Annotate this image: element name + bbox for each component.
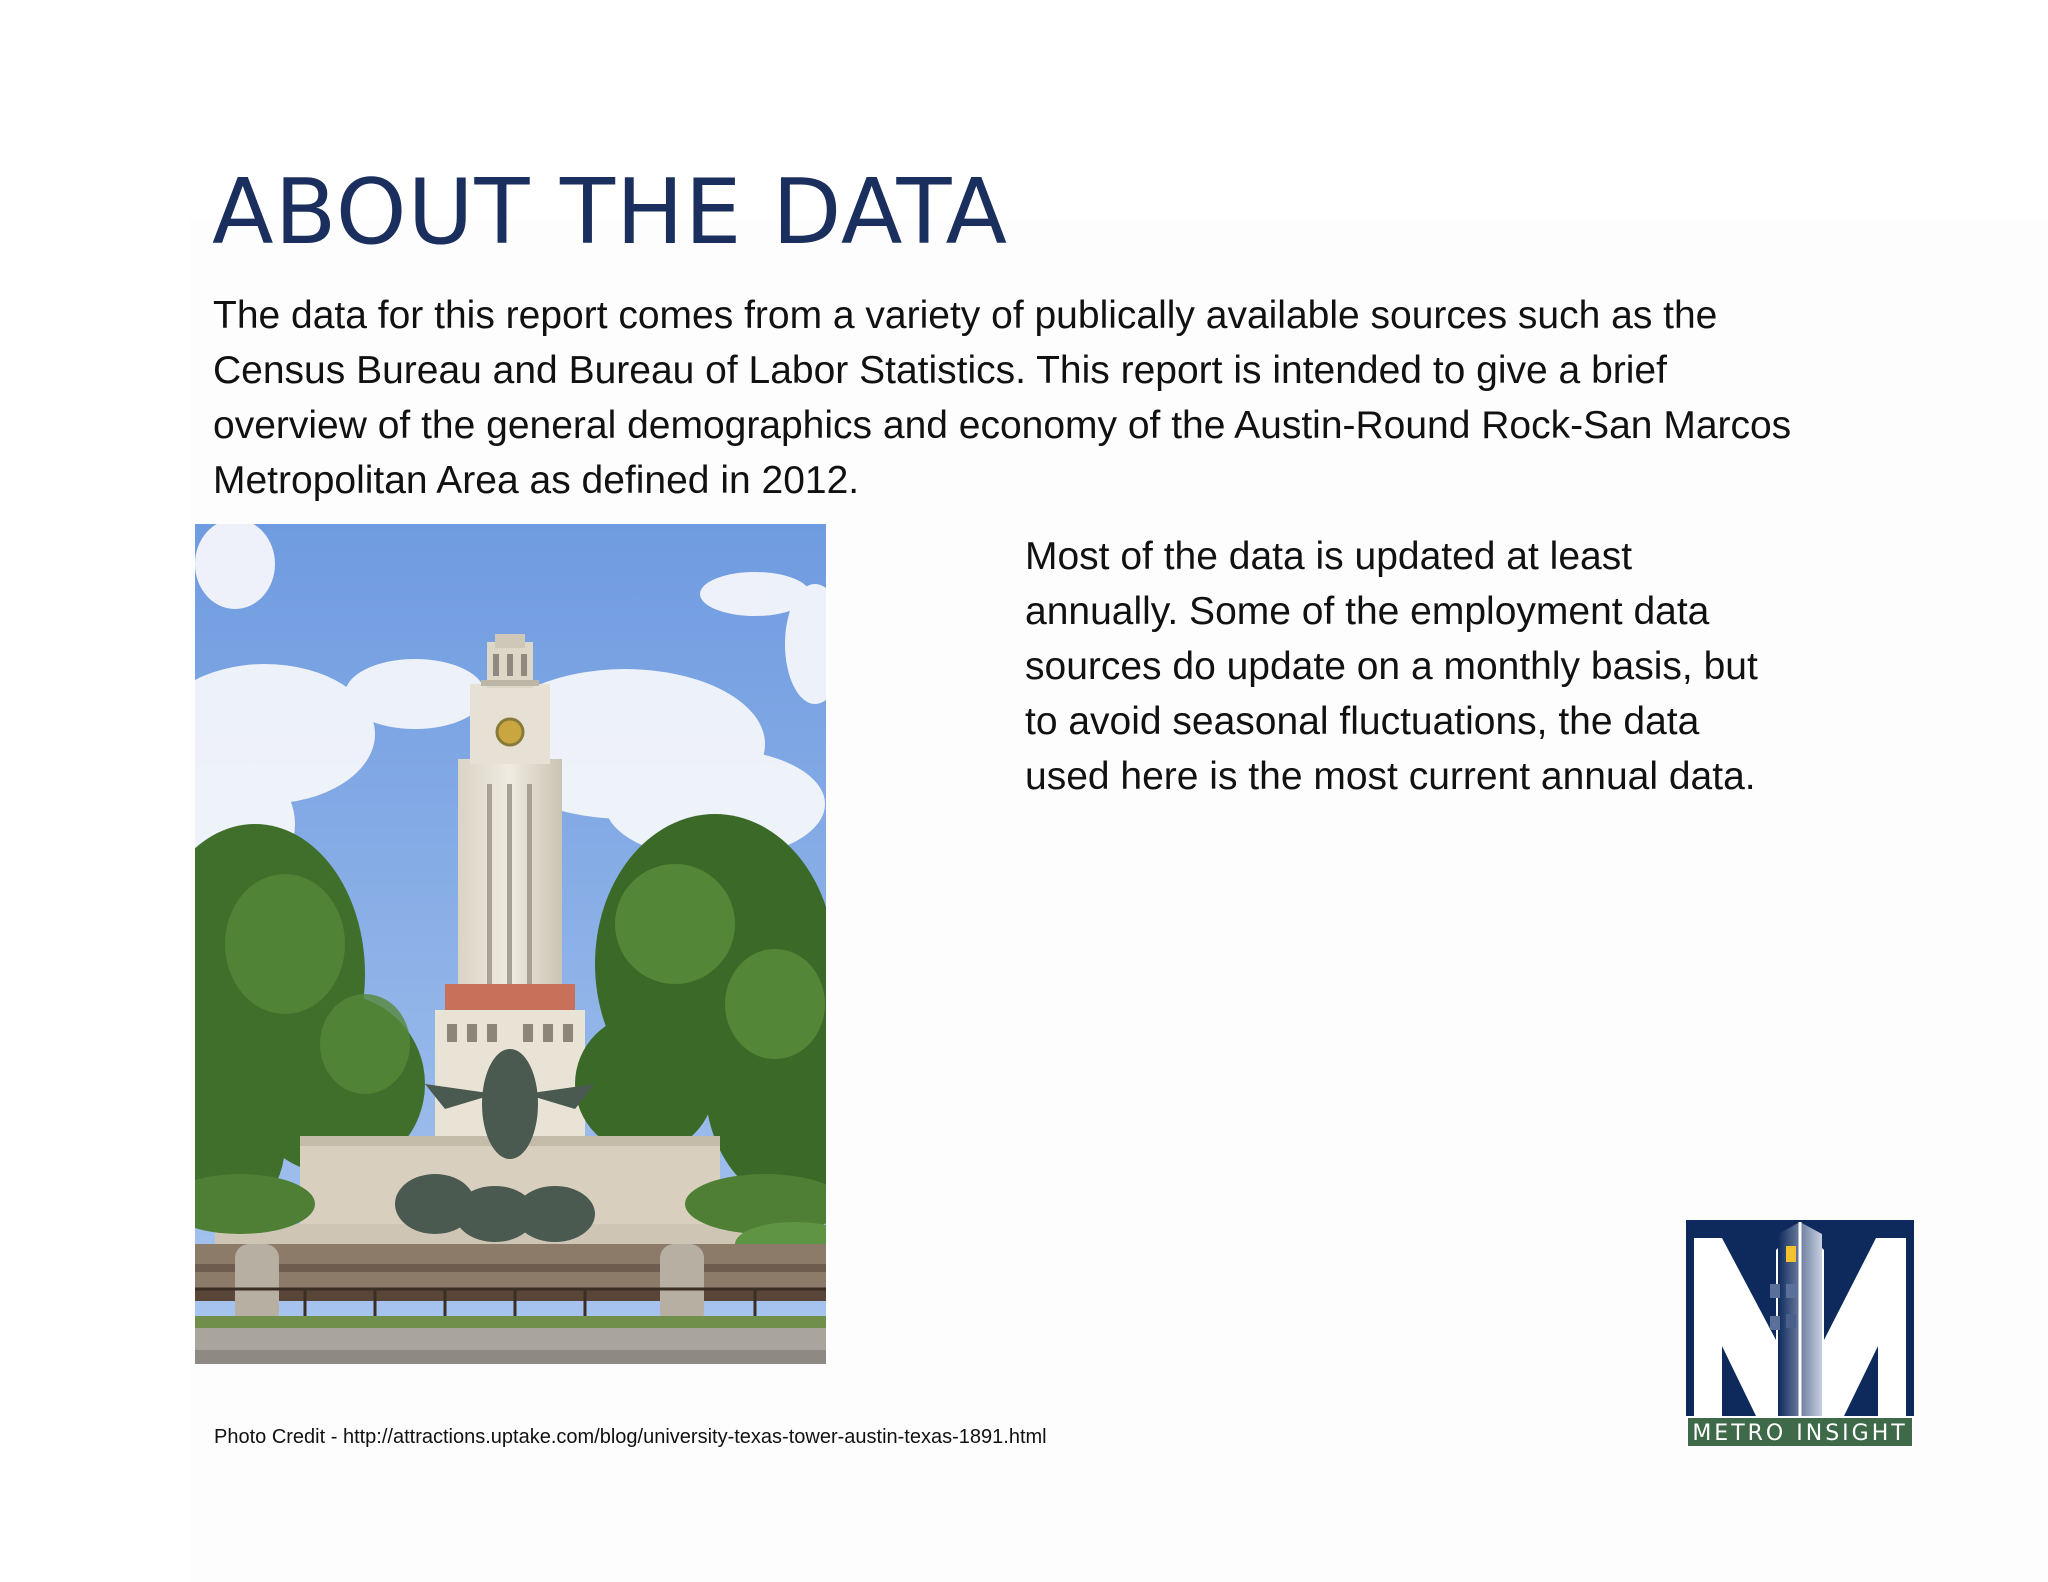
page-title: ABOUT THE DATA [212,160,1009,265]
metro-insight-logo [1686,1220,1914,1448]
update-frequency-paragraph: Most of the data is updated at least annually. Some of the employment data sources do update on a monthly basis, but to avoid seasonal fluctuations, the data used here is the most current annual data. [1025,535,1758,798]
ut-tower-photo [195,524,826,1364]
tower-photo-illustration [195,524,826,1364]
photo-credit: Photo Credit - http://attractions.uptake.com/blog/university-texas-tower-austin-texas-1891.html [214,1426,1047,1448]
intro-paragraph: The data for this report comes from a variety of publically available sources such as the Census Bureau and Bureau of Labor Statistics. This report is intended to give a brief overview of the general demographics and economy of the Austin-Round Rock-San Marcos Metropolitan Area as defined in 2012. [213,294,1792,502]
logo-wordmark: METRO INSIGHT [1686,1416,1914,1448]
metro-insight-logo-mark [1686,1220,1914,1448]
